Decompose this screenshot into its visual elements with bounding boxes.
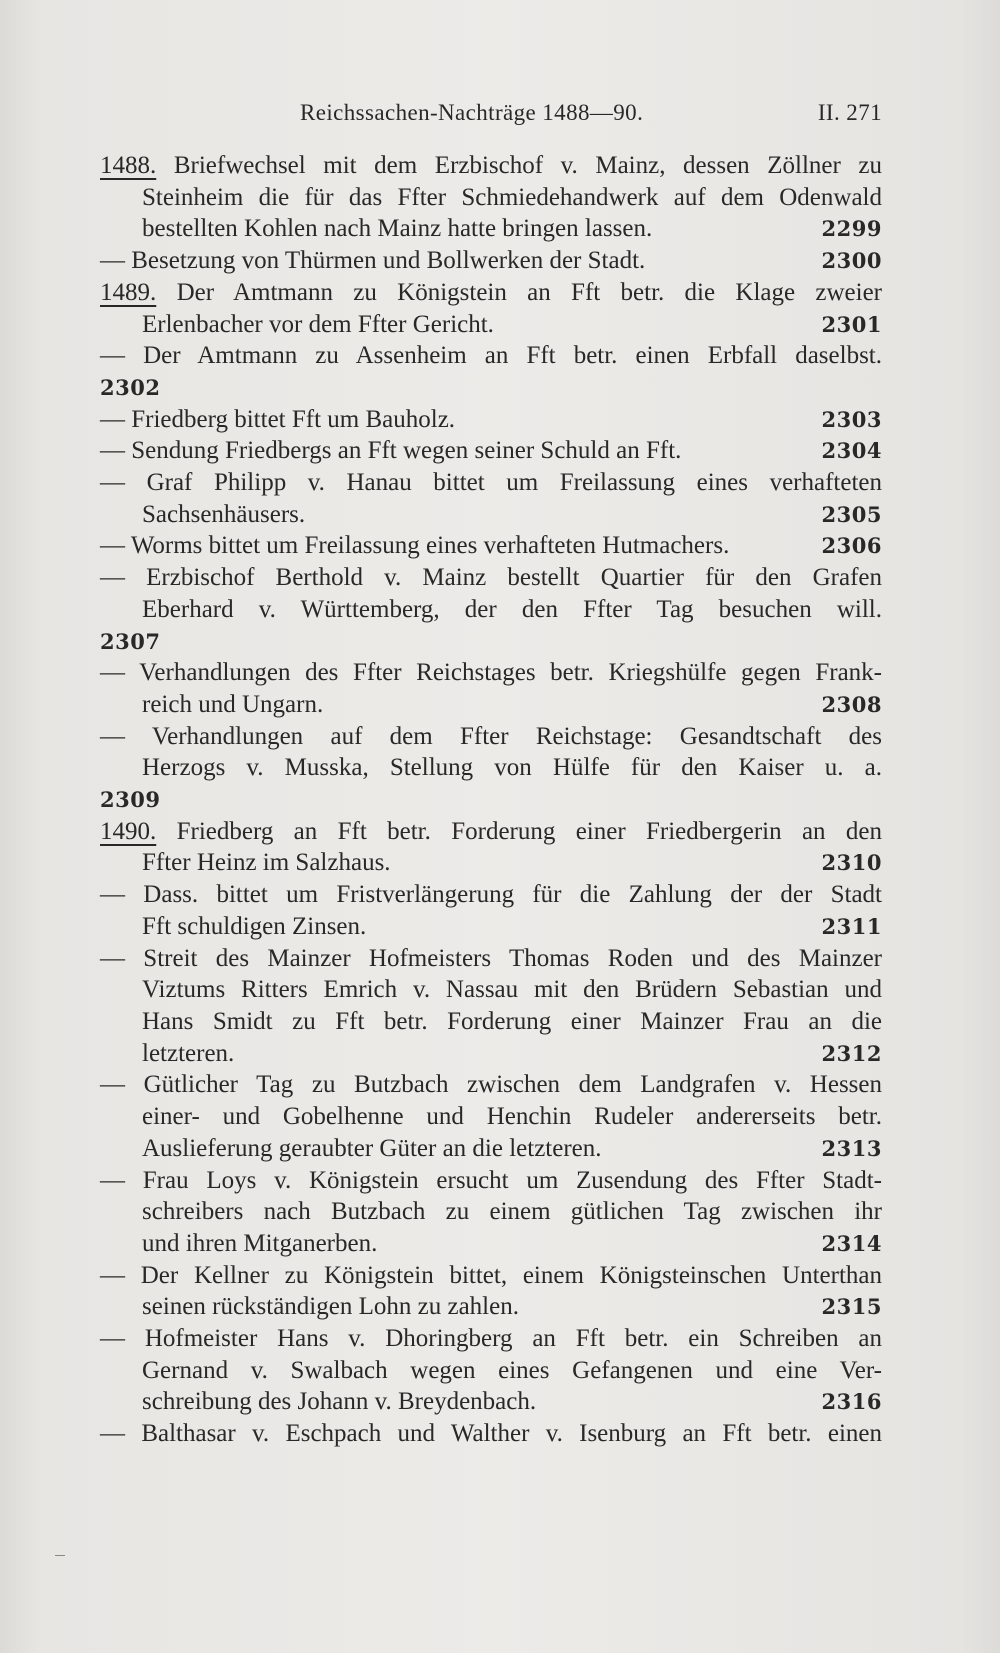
entry-dash: — (100, 1325, 125, 1353)
entry-last-line-text (142, 499, 305, 531)
entry-last-line-text (142, 1386, 536, 1418)
entry-dash: — (100, 1166, 125, 1194)
entry-last-line-text (142, 911, 366, 943)
entry-text: Verhandlungen des Ffter Reichstages betr. Kriegshülfe gegen Frank- (139, 659, 882, 687)
entry-continuation-line (100, 1196, 882, 1228)
entry (100, 435, 882, 467)
entry-dash: — (100, 944, 125, 972)
running-title: Reichssachen-Nachträge 1488—90. (300, 100, 644, 125)
entry-first-line (100, 1165, 882, 1197)
entry-last-line-text (142, 309, 494, 341)
entry-number: 2300 (821, 248, 882, 274)
entry-text: Steinheim die für das Ffter Schmiedehandwerk auf dem Odenwald (142, 183, 882, 211)
entry-last-line-text (100, 404, 455, 436)
entry-dash: — (100, 881, 125, 909)
entry-number: 2303 (821, 406, 882, 432)
entry-last-line-text (142, 1291, 519, 1323)
entry-continuation-line (100, 974, 882, 1006)
entry-number: 2309 (100, 787, 161, 813)
entry (100, 1418, 882, 1450)
entry-dash: — (100, 405, 125, 433)
entry (100, 1323, 882, 1418)
entry-continuation-line (100, 911, 882, 943)
entry (100, 1165, 882, 1260)
entry-number: 2306 (821, 533, 882, 559)
entry-text: Hans Smidt zu Fft betr. Forderung einer Mainzer Frau an die (142, 1007, 882, 1035)
entry (100, 1260, 882, 1323)
entry-first-line (100, 1418, 882, 1450)
entry-last-line-text (142, 213, 652, 245)
entry-text: Worms bittet um Freilassung eines verhafteten Hutmachers. (130, 532, 730, 560)
entry-number: 2312 (821, 1040, 882, 1066)
entry-text: Gütlicher Tag zu Butzbach zwischen dem Landgrafen v. Hessen (143, 1071, 883, 1099)
entry-text: Sachsenhäusers. (142, 500, 306, 528)
entry-text: Der Amtmann zu Königstein an Fft betr. die Klage zweier (176, 278, 883, 306)
entry (100, 943, 882, 1070)
entry-last-line-text (142, 1228, 377, 1260)
entry-text: Erzbischof Berthold v. Mainz bestellt Quartier für den Grafen (146, 564, 882, 592)
entry (100, 816, 882, 879)
entry-number-line (100, 372, 882, 404)
entry-year: 1488. (100, 152, 157, 179)
entry-number: 2304 (821, 438, 882, 464)
entry-number: 2308 (821, 691, 882, 717)
entry-first-line (100, 467, 882, 499)
entry (100, 657, 882, 720)
entry-dash: — (100, 437, 125, 465)
entry (100, 1069, 882, 1164)
entry-text: Sendung Friedbergs an Fft wegen seiner Schuld an Fft. (131, 437, 682, 465)
entry-first-line (100, 530, 882, 562)
entry-last-line-text (100, 435, 681, 467)
entry-first-line (100, 943, 882, 975)
entry (100, 150, 882, 245)
entry-first-line (100, 816, 882, 848)
entry-number: 2305 (821, 501, 882, 527)
entry-last-line-text (100, 245, 645, 277)
entry (100, 467, 882, 530)
entry-dash: — (100, 469, 125, 497)
entry-continuation-line (100, 1291, 882, 1323)
margin-mark (55, 1555, 65, 1556)
entry-number-line (100, 784, 882, 816)
entry-year: 1490. (100, 817, 157, 845)
entry-number: 2311 (821, 913, 882, 939)
entry-text: Herzogs v. Musska, Stellung von Hülfe für den Kaiser u. a. (142, 754, 882, 782)
entry-list (100, 150, 882, 1450)
entry-number: 2313 (821, 1135, 882, 1161)
entry (100, 277, 882, 340)
entry-text: Ffter Heinz im Salzhaus. (142, 849, 391, 877)
entry-first-line (100, 1260, 882, 1292)
entry-dash: — (100, 564, 125, 592)
entry-continuation-line (100, 1228, 882, 1260)
entry-continuation-line (100, 594, 882, 626)
entry-first-line (100, 435, 882, 467)
entry-continuation-line (100, 1101, 882, 1133)
entry-last-line-text (142, 689, 323, 721)
entry-text: Der Amtmann zu Assenheim an Fft betr. einen Erbfall daselbst. (143, 342, 882, 370)
entry-text: Friedberg an Fft betr. Forderung einer Friedbergerin an den (176, 817, 882, 845)
entry-text: und ihren Mitganerben. (142, 1229, 378, 1257)
entry-text: Eberhard v. Württemberg, der den Ffter Tag besuchen will. (142, 595, 882, 623)
entry-continuation-line (100, 182, 882, 214)
entry (100, 340, 882, 403)
entry (100, 530, 882, 562)
entry-number: 2299 (821, 216, 882, 242)
entry-dash: — (100, 1261, 125, 1289)
running-header (300, 100, 882, 136)
entry-first-line (100, 1323, 882, 1355)
entry-text: Auslieferung geraubter Güter an die letzteren. (142, 1134, 602, 1162)
entry-last-line-text (100, 530, 729, 562)
entry-first-line (100, 1069, 882, 1101)
entry-continuation-line (100, 309, 882, 341)
entry-text: Viztums Ritters Emrich v. Nassau mit den Brüdern Sebastian und (142, 976, 882, 1004)
entry-text: Briefwechsel mit dem Erzbischof v. Mainz, dessen Zöllner zu (173, 152, 882, 179)
entry-first-line (100, 562, 882, 594)
entry-continuation-line (100, 499, 882, 531)
entry-last-line-text (142, 847, 391, 879)
entry-text: Dass. bittet um Fristverlängerung für die Zahlung der der Stadt (143, 881, 882, 909)
entry-continuation-line (100, 752, 882, 784)
entry-text: bestellten Kohlen nach Mainz hatte bringen lassen. (142, 215, 653, 243)
entry (100, 245, 882, 277)
entry-first-line (100, 721, 882, 753)
entry-continuation-line (100, 1355, 882, 1387)
entry-last-line-text (142, 1038, 234, 1070)
entry-dash: — (100, 722, 125, 750)
entry-text: Friedberg bittet Fft um Bauholz. (131, 405, 456, 433)
entry-dash: — (100, 1420, 125, 1448)
entry-number: 2302 (100, 374, 161, 400)
entry-first-line (100, 245, 882, 277)
entry-continuation-line (100, 213, 882, 245)
entry-year: 1489. (100, 278, 157, 306)
entry-text: seinen rückständigen Lohn zu zahlen. (142, 1293, 519, 1321)
entry-text: Erlenbacher vor dem Ffter Gericht. (142, 310, 494, 338)
entry (100, 721, 882, 816)
entry-text: schreibers nach Butzbach zu einem gütlichen Tag zwischen ihr (142, 1198, 882, 1226)
entry-number-line (100, 626, 882, 658)
entry-continuation-line (100, 847, 882, 879)
entry-text: einer- und Gobelhenne und Henchin Rudeler andererseits betr. (142, 1103, 882, 1131)
entry-text: Streit des Mainzer Hofmeisters Thomas Roden und des Mainzer (143, 944, 883, 972)
entry-number: 2314 (821, 1230, 882, 1256)
entry-continuation-line (100, 689, 882, 721)
entry-continuation-line (100, 1006, 882, 1038)
entry-text: Gernand v. Swalbach wegen eines Gefangenen und eine Ver- (142, 1356, 882, 1384)
entry-last-line-text (142, 1133, 602, 1165)
entry-number: 2310 (821, 850, 882, 876)
entry-text: Besetzung von Thürmen und Bollwerken der Stadt. (131, 247, 646, 275)
entry-text: reich und Ungarn. (142, 690, 324, 718)
entry-first-line (100, 657, 882, 689)
page-number: II. 271 (817, 100, 882, 125)
entry-dash: — (100, 342, 125, 370)
entry-dash: — (100, 659, 125, 687)
entry-first-line (100, 277, 882, 309)
entry-text: Balthasar v. Eschpach und Walther v. Isenburg an Fft betr. einen (141, 1420, 882, 1448)
entry-text: Graf Philipp v. Hanau bittet um Freilassung eines verhafteten (146, 469, 882, 497)
entry-number: 2307 (100, 628, 161, 654)
entry-first-line (100, 879, 882, 911)
entry-text: Der Kellner zu Königstein bittet, einem Königsteinschen Unterthan (140, 1261, 882, 1289)
entry-number: 2301 (821, 311, 882, 337)
entry-text: Hofmeister Hans v. Dhoringberg an Fft betr. ein Schreiben an (144, 1325, 882, 1353)
entry-first-line (100, 404, 882, 436)
entry (100, 879, 882, 942)
entry-text: schreibung des Johann v. Breydenbach. (142, 1388, 537, 1416)
entry-continuation-line (100, 1386, 882, 1418)
entry-text: letzteren. (142, 1039, 235, 1067)
entry-first-line (100, 150, 882, 182)
entry-number: 2316 (821, 1389, 882, 1415)
entry (100, 562, 882, 657)
entry-text: Verhandlungen auf dem Ffter Reichstage: Gesandtschaft des (151, 722, 882, 750)
entry (100, 404, 882, 436)
entry-number: 2315 (821, 1294, 882, 1320)
entry-first-line (100, 340, 882, 372)
entry-dash: — (100, 247, 125, 275)
entry-text: Fft schuldigen Zinsen. (142, 912, 367, 940)
entry-continuation-line (100, 1133, 882, 1165)
entry-continuation-line (100, 1038, 882, 1070)
entry-text: Frau Loys v. Königstein ersucht um Zusendung des Ffter Stadt- (142, 1166, 882, 1194)
entry-dash: — (100, 1071, 125, 1099)
entry-dash: — (100, 532, 125, 560)
